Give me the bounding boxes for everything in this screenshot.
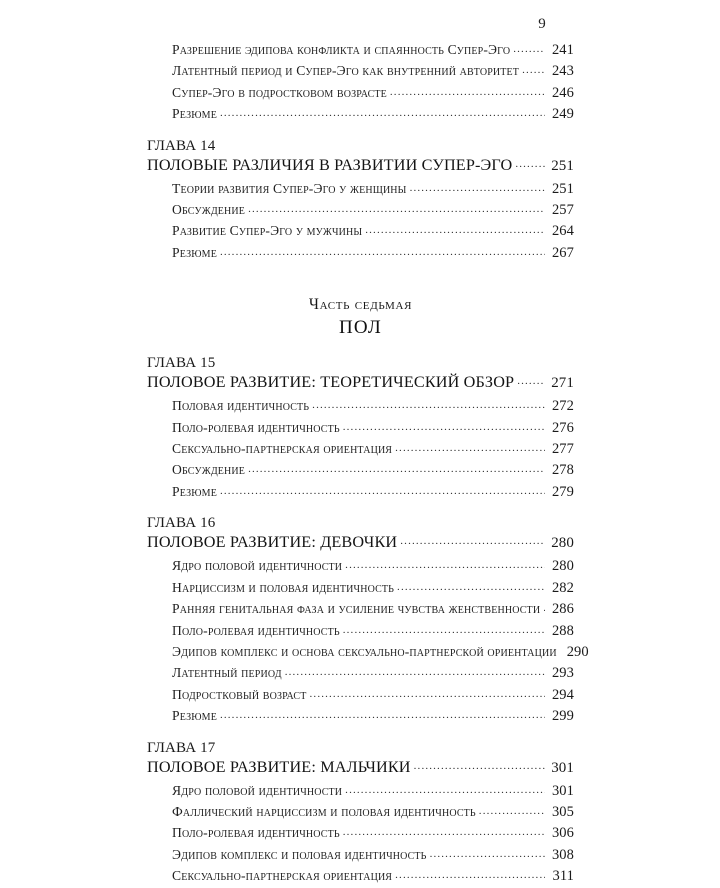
dot-leader bbox=[345, 556, 545, 575]
toc-entry[interactable] bbox=[147, 200, 574, 221]
toc-entry-page: 294 bbox=[551, 686, 574, 703]
table-of-contents bbox=[147, 40, 589, 888]
chapter-block-16 bbox=[147, 514, 589, 727]
toc-entry-page: 280 bbox=[551, 558, 574, 575]
toc-entry-page: 278 bbox=[551, 462, 574, 479]
toc-entry-page: 299 bbox=[551, 708, 574, 725]
dot-leader bbox=[543, 599, 545, 618]
dot-leader bbox=[513, 40, 545, 59]
toc-entry-page: 246 bbox=[551, 84, 574, 101]
toc-entry-label: Обсуждение bbox=[172, 462, 246, 478]
chapter-title-entry[interactable] bbox=[147, 155, 574, 178]
toc-entry-page: 277 bbox=[551, 441, 574, 458]
chapter-page: 271 bbox=[551, 375, 574, 392]
page-number: 9 bbox=[538, 16, 546, 32]
toc-entry-label: Разрешение эдипова конфликта и спаянность Супер-Эго bbox=[172, 42, 511, 57]
toc-entry[interactable] bbox=[147, 621, 574, 642]
dot-leader bbox=[312, 396, 545, 415]
toc-entry[interactable] bbox=[147, 104, 574, 125]
toc-entry-label: Нарциссизм и половая идентичность bbox=[172, 579, 395, 595]
toc-entry-label: Ранняя генитальная фаза и усиление чувства женственности bbox=[172, 601, 541, 617]
dot-leader bbox=[517, 371, 545, 392]
toc-entry-label: Сексуально-партнерская ориентация bbox=[172, 441, 393, 457]
chapter-page: 301 bbox=[551, 759, 574, 776]
chapter-title: ПОЛОВЫЕ РАЗЛИЧИЯ В РАЗВИТИИ СУПЕР-ЭГО bbox=[147, 155, 513, 174]
toc-entry-page: 293 bbox=[551, 665, 574, 682]
part-title: ПОЛ bbox=[339, 317, 382, 339]
toc-entry-label: Резюме bbox=[172, 708, 217, 724]
toc-entry-label: Половая идентичность bbox=[172, 398, 310, 414]
toc-entry-label: Супер-Эго в подростковом возрасте bbox=[172, 84, 387, 100]
toc-entry-label: Резюме bbox=[172, 244, 217, 260]
toc-entry[interactable] bbox=[147, 663, 574, 684]
toc-entry-page: 286 bbox=[551, 601, 574, 618]
dot-leader bbox=[220, 243, 545, 262]
toc-entry[interactable] bbox=[147, 866, 574, 887]
toc-entry-label: Обсуждение bbox=[172, 202, 246, 218]
toc-entry[interactable] bbox=[147, 556, 574, 577]
chapter-title: ПОЛОВОЕ РАЗВИТИЕ: ДЕВОЧКИ bbox=[147, 533, 398, 552]
dot-leader bbox=[390, 83, 545, 102]
toc-entry-label: Поло-ролевая идентичность bbox=[172, 622, 340, 638]
chapter-block-14 bbox=[147, 137, 574, 265]
toc-entry-label: Сексуально-партнерская ориентация bbox=[172, 868, 393, 884]
dot-leader bbox=[395, 439, 545, 458]
toc-entry-page: 290 bbox=[566, 643, 589, 660]
toc-entry-label: Резюме bbox=[172, 483, 217, 499]
toc-entry-page: 279 bbox=[551, 483, 574, 500]
toc-entry[interactable] bbox=[147, 439, 574, 460]
chapter-label: ГЛАВА 15 bbox=[147, 355, 216, 372]
toc-entry-label: Латентный период и Супер-Эго как внутренний авторитет bbox=[172, 63, 520, 79]
chapter-title-entry[interactable] bbox=[147, 757, 574, 780]
toc-entry-page: 243 bbox=[551, 63, 574, 80]
dot-leader bbox=[397, 578, 545, 597]
toc-entry-page: 264 bbox=[551, 223, 574, 240]
dot-leader bbox=[365, 221, 545, 240]
dot-leader bbox=[343, 823, 545, 842]
toc-entry[interactable] bbox=[147, 781, 574, 802]
toc-entry[interactable] bbox=[147, 418, 574, 439]
toc-entry-label: Ядро половой идентичности bbox=[172, 558, 343, 574]
toc-entry-label: Резюме bbox=[172, 106, 217, 122]
dot-leader bbox=[220, 482, 545, 501]
toc-entry-label: Теории развития Супер-Эго у женщины bbox=[172, 180, 407, 196]
toc-entry-page: 305 bbox=[551, 803, 574, 820]
toc-entry-label: Латентный период bbox=[172, 665, 282, 681]
dot-leader bbox=[395, 866, 545, 885]
toc-entry[interactable] bbox=[147, 685, 574, 706]
toc-entry[interactable] bbox=[147, 179, 574, 200]
dot-leader bbox=[310, 685, 545, 704]
toc-entry[interactable] bbox=[147, 599, 574, 620]
toc-entry-label: Поло-ролевая идентичность bbox=[172, 825, 340, 841]
toc-entry-page: 249 bbox=[551, 106, 574, 123]
toc-entry-page: 272 bbox=[551, 398, 574, 415]
toc-entry-label: Эдипов комплекс и основа сексуально-партнерской ориентации bbox=[172, 643, 557, 659]
toc-entry[interactable] bbox=[147, 221, 574, 242]
chapter-title-entry[interactable] bbox=[147, 372, 574, 395]
dot-leader bbox=[343, 418, 545, 437]
dot-leader bbox=[410, 179, 545, 198]
toc-entry[interactable] bbox=[147, 482, 574, 503]
toc-entry[interactable] bbox=[147, 642, 589, 663]
toc-entry[interactable] bbox=[147, 243, 574, 264]
toc-entry[interactable] bbox=[147, 460, 574, 481]
dot-leader bbox=[220, 104, 545, 123]
toc-entry-page: 276 bbox=[551, 419, 574, 436]
toc-entry-label: Поло-ролевая идентичность bbox=[172, 419, 340, 435]
toc-entry-page: 301 bbox=[551, 782, 574, 799]
chapter-title: ПОЛОВОЕ РАЗВИТИЕ: МАЛЬЧИКИ bbox=[147, 757, 411, 776]
chapter-label: ГЛАВА 14 bbox=[147, 137, 216, 154]
toc-entry-label: Фаллический нарциссизм и половая идентичность bbox=[172, 803, 476, 819]
toc-entry-label: Развитие Супер-Эго у мужчины bbox=[172, 223, 363, 239]
toc-entry[interactable] bbox=[147, 396, 574, 417]
toc-entry-page: 267 bbox=[551, 244, 574, 261]
dot-leader bbox=[285, 663, 545, 682]
continued-entries-group bbox=[147, 40, 574, 126]
toc-entry-page: 241 bbox=[551, 42, 574, 58]
dot-leader bbox=[345, 781, 545, 800]
chapter-label: ГЛАВА 17 bbox=[147, 739, 216, 756]
dot-leader bbox=[343, 621, 545, 640]
chapter-block-17 bbox=[147, 739, 574, 888]
toc-entry[interactable] bbox=[147, 40, 574, 61]
dot-leader bbox=[400, 531, 545, 552]
chapter-page: 280 bbox=[551, 535, 574, 552]
chapter-title-entry[interactable] bbox=[147, 532, 574, 555]
chapter-label: ГЛАВА 16 bbox=[147, 515, 216, 532]
part-label: Часть седьмая bbox=[308, 296, 413, 314]
toc-entry[interactable] bbox=[147, 61, 574, 82]
toc-entry-page: 311 bbox=[552, 868, 574, 885]
toc-entry-page: 306 bbox=[551, 825, 574, 842]
chapter-page: 251 bbox=[551, 157, 574, 174]
toc-entry[interactable] bbox=[147, 823, 574, 844]
chapter-title: ПОЛОВОЕ РАЗВИТИЕ: ТЕОРЕТИЧЕСКИЙ ОБЗОР bbox=[147, 373, 515, 392]
dot-leader bbox=[515, 154, 545, 175]
toc-entry[interactable] bbox=[147, 845, 574, 866]
toc-entry-label: Эдипов комплекс и половая идентичность bbox=[172, 846, 427, 862]
toc-entry-label: Ядро половой идентичности bbox=[172, 782, 343, 798]
toc-entry-page: 251 bbox=[551, 180, 574, 197]
toc-entry-page: 288 bbox=[551, 622, 574, 639]
toc-entry-page: 282 bbox=[551, 579, 574, 596]
dot-leader bbox=[430, 845, 545, 864]
chapter-block-15 bbox=[147, 354, 574, 503]
dot-leader bbox=[248, 200, 545, 219]
dot-leader bbox=[479, 802, 545, 821]
toc-entry-label: Подростковый возраст bbox=[172, 686, 307, 702]
toc-entry[interactable] bbox=[147, 706, 574, 727]
toc-entry[interactable] bbox=[147, 802, 574, 823]
toc-entry-page: 257 bbox=[551, 202, 574, 219]
part-heading bbox=[147, 294, 574, 340]
toc-entry[interactable] bbox=[147, 578, 574, 599]
dot-leader bbox=[220, 706, 545, 725]
dot-leader bbox=[248, 460, 545, 479]
dot-leader bbox=[522, 61, 545, 80]
dot-leader bbox=[414, 756, 545, 777]
toc-entry-page: 308 bbox=[551, 846, 574, 863]
toc-entry[interactable] bbox=[147, 83, 574, 104]
